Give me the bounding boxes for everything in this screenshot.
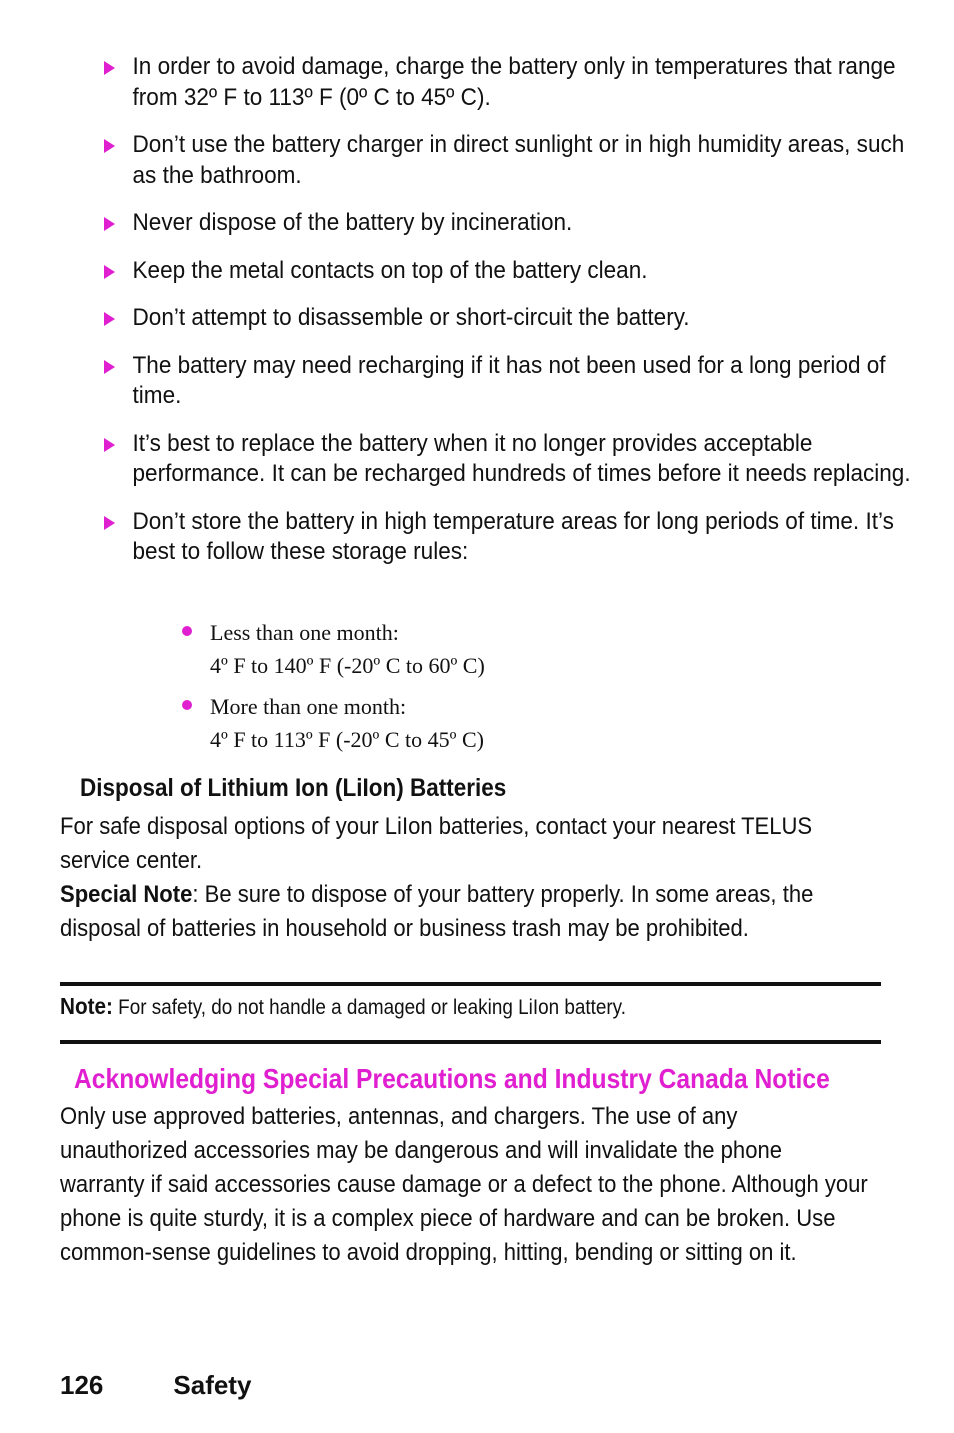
list-item (104, 208, 924, 239)
list-item-text: Keep the metal contacts on top of the battery clean. (132, 256, 648, 284)
list-item-text: Never dispose of the battery by incineration. (132, 209, 573, 236)
page-number: 126 (60, 1370, 104, 1400)
list-item-text: The battery may need recharging if it has not been used for a long period of time. (132, 351, 886, 409)
storage-rule-range: 4º F to 113º F (-20º C to 45º C) (210, 727, 484, 752)
note-box (60, 990, 626, 1024)
precautions-heading: Acknowledging Special Precautions and Industry Canada Notice (74, 1063, 830, 1094)
list-item (104, 52, 924, 113)
list-item (104, 130, 924, 191)
page-footer (60, 1370, 251, 1401)
list-item-text: Don’t use the battery charger in direct sunlight or in high humidity areas, such as the bathroom. (132, 131, 905, 189)
list-item (104, 256, 924, 287)
disposal-paragraph: For safe disposal options of your LiIon batteries, contact your nearest TELUS service center. (60, 813, 813, 874)
battery-care-list (104, 52, 911, 585)
disposal-heading: Disposal of Lithium Ion (LiIon) Batteries (80, 774, 507, 802)
list-item (104, 507, 924, 568)
triangle-bullet-icon (104, 61, 115, 75)
triangle-bullet-icon (104, 360, 115, 374)
storage-rule-label: More than one month: (210, 694, 407, 719)
storage-rule (180, 616, 485, 682)
list-item-text: In order to avoid damage, charge the battery only in temperatures that range from 32º F to 113º F (0º C to 45º C). (132, 53, 896, 111)
storage-rules-list (180, 616, 485, 764)
triangle-bullet-icon (104, 312, 115, 326)
section-name: Safety (173, 1370, 252, 1400)
triangle-bullet-icon (104, 438, 115, 452)
list-item (104, 303, 924, 334)
storage-rule (180, 690, 485, 756)
special-note-paragraph (60, 878, 870, 946)
note-top-divider (60, 982, 881, 986)
note-bottom-divider (60, 1040, 881, 1044)
special-note-text: : Be sure to dispose of your battery properly. In some areas, the disposal of batteries in household or business trash may be prohibited. (60, 881, 814, 942)
triangle-bullet-icon (104, 265, 115, 279)
triangle-bullet-icon (104, 139, 115, 153)
list-item (104, 351, 924, 412)
storage-rule-label: Less than one month: (210, 620, 399, 645)
list-item-text: Don’t store the battery in high temperature areas for long periods of time. It’s best to follow these storage rules: (132, 507, 894, 565)
list-item-text: Don’t attempt to disassemble or short-circuit the battery. (132, 304, 690, 331)
list-item-text: It’s best to replace the battery when it no longer provides acceptable performance. It can be recharged hundreds of times before it needs replacing. (132, 429, 911, 487)
special-note-label: Special Note (60, 881, 193, 908)
dot-bullet-icon (182, 700, 192, 710)
dot-bullet-icon (182, 626, 192, 636)
list-item (104, 429, 924, 490)
note-text: For safety, do not handle a damaged or leaking LiIon battery. (112, 996, 626, 1019)
storage-rule-range: 4º F to 140º F (-20º C to 60º C) (210, 653, 485, 678)
precautions-paragraph: Only use approved batteries, antennas, and chargers. The use of any unauthorized accessories may be dangerous and will invalidate the phone warranty if said accessories cause damage or a defect to the phone. Although your phone is quite sturdy, it is a complex piece of hardware and can be broken. Use common-sense guidelines to avoid dropping, hitting, bending or sitting on it. (60, 1103, 868, 1266)
triangle-bullet-icon (104, 516, 115, 530)
note-label: Note: (60, 993, 113, 1019)
triangle-bullet-icon (104, 217, 115, 231)
